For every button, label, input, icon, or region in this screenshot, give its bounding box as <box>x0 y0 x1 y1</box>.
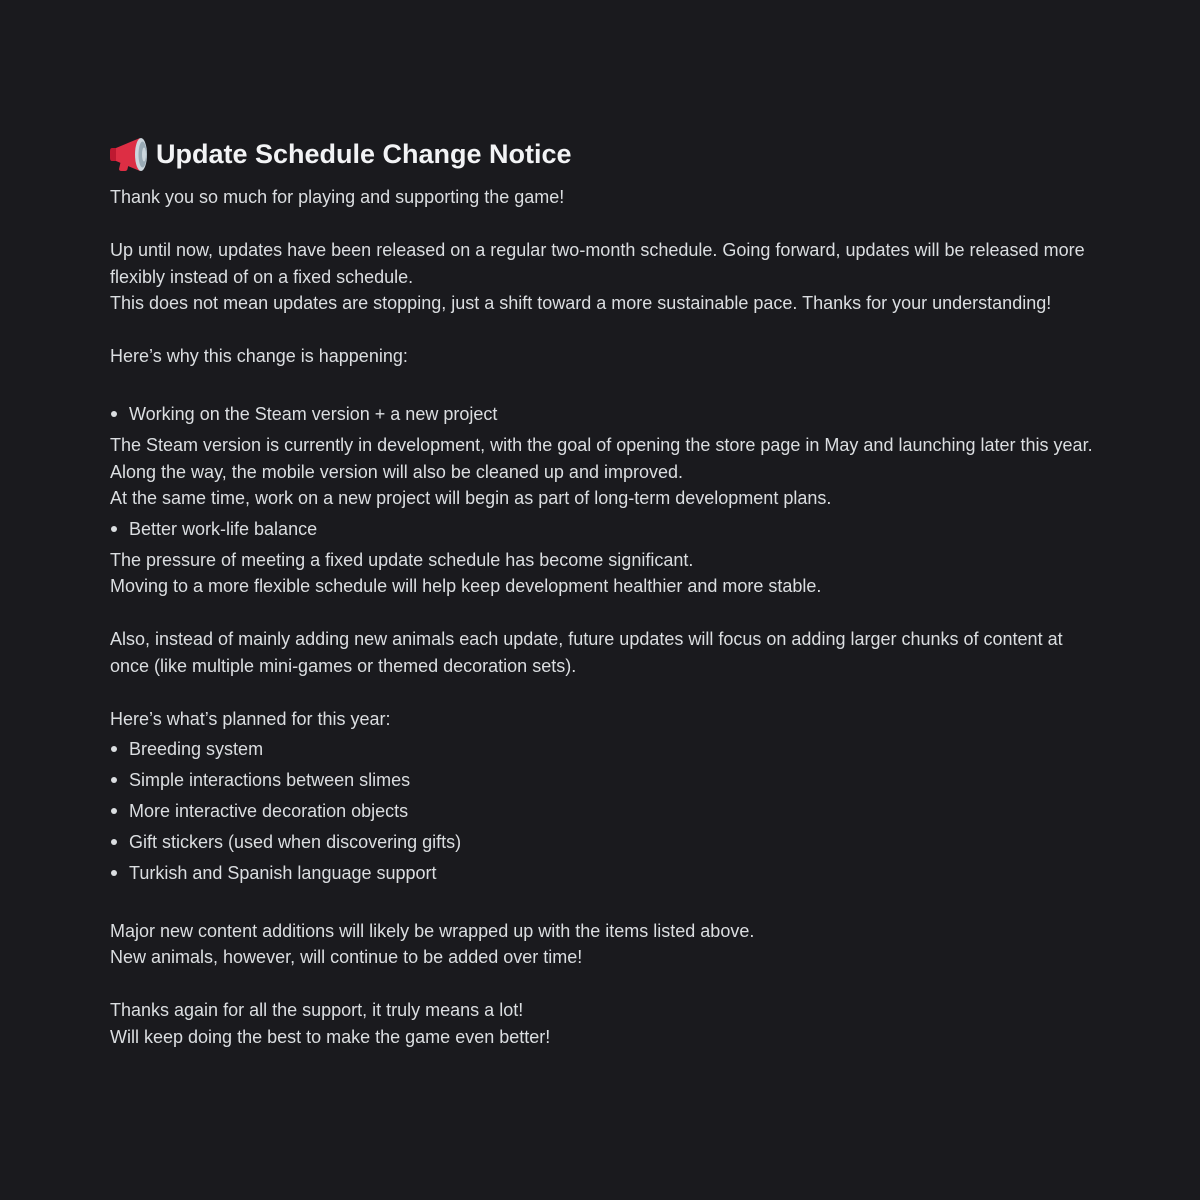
reasons-list <box>110 401 1120 600</box>
list-item: Breeding system <box>110 736 1120 767</box>
reasons-heading: Here’s why this change is happening: <box>110 346 408 366</box>
reason-detail-line: Moving to a more flexible schedule will help keep development healthier and more stable. <box>110 576 822 596</box>
schedule-text-line-1: Up until now, updates have been released on a regular two-month schedule. Going forward, updates will be released more <box>110 240 1085 260</box>
intro-text: Thank you so much for playing and supporting the game! <box>110 187 565 207</box>
closing-text-line-1: Thanks again for all the support, it truly means a lot! <box>110 1000 524 1020</box>
content-text-line-2: once (like multiple mini-games or themed decoration sets). <box>110 655 577 676</box>
schedule-text-line-3: This does not mean updates are stopping, just a shift toward a more sustainable pace. Thanks for your understanding! <box>110 293 1052 313</box>
list-item: Better work-life balance <box>110 516 1120 547</box>
announcement-title: Update Schedule Change Notice <box>156 138 572 169</box>
list-item: Working on the Steam version + a new project <box>110 401 1120 432</box>
list-item: Turkish and Spanish language support <box>110 860 1120 891</box>
plans-list <box>110 736 1120 891</box>
list-item: Gift stickers (used when discovering gifts) <box>110 829 1120 860</box>
content-text-line-1: Also, instead of mainly adding new animals each update, future updates will focus on adding larger chunks of content at <box>110 629 1063 649</box>
reason-detail-line: At the same time, work on a new project will begin as part of long-term development plans. <box>110 488 832 508</box>
wrapup-text-line-1: Major new content additions will likely be wrapped up with the items listed above. <box>110 920 755 941</box>
schedule-text-line-2: flexibly instead of on a fixed schedule. <box>110 266 414 287</box>
reason-detail-line: The Steam version is currently in development, with the goal of opening the store page in May and launching later this year. <box>110 435 1093 455</box>
announcement-message <box>110 132 1120 1050</box>
closing-text-line-2: Will keep doing the best to make the game even better! <box>110 1026 551 1047</box>
list-item: Simple interactions between slimes <box>110 767 1120 798</box>
megaphone-icon <box>110 136 152 172</box>
plans-heading: Here’s what’s planned for this year: <box>110 708 391 729</box>
list-item: More interactive decoration objects <box>110 798 1120 829</box>
announcement-header <box>110 132 1120 176</box>
reason-detail-line: Along the way, the mobile version will also be cleaned up and improved. <box>110 461 683 482</box>
wrapup-text-line-2: New animals, however, will continue to be added over time! <box>110 947 583 967</box>
reason-detail-line: The pressure of meeting a fixed update schedule has become significant. <box>110 549 694 570</box>
